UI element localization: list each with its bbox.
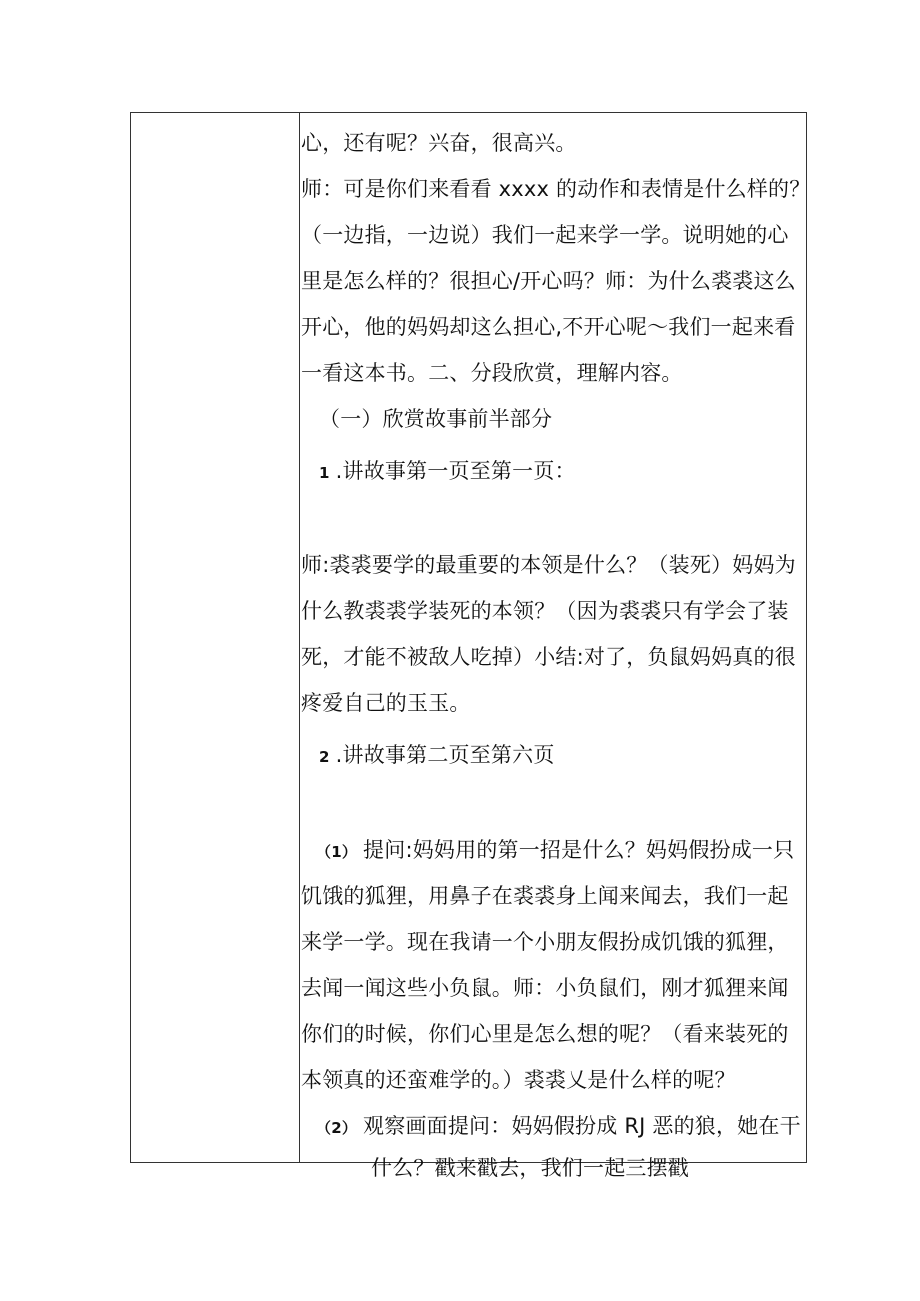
item-text: 提问:妈妈用的第一招是什么？妈妈假扮成一只 [363, 838, 795, 862]
content-cell [301, 113, 811, 1180]
text-line-clipped: 什么？戳来戳去，我们一起三摆戳 [371, 1156, 689, 1180]
text-line: 疼爱自己的玉玉。 [301, 691, 471, 715]
text-line: 心，还有呢？兴奋，很高兴。 [301, 131, 577, 155]
item-number: 1 [319, 464, 330, 482]
list-item [316, 1112, 801, 1142]
lesson-table [130, 112, 811, 1180]
item-number: （1） [316, 843, 358, 861]
text-line: 去闻一闻这些小负鼠。师：小负鼠们，刚才狐狸来闻 [301, 976, 789, 1000]
text-line: （一边指，一边说）我们一起来学一学。说明她的心 [301, 223, 789, 247]
text-line: 本领真的还蛮难学的。）裘裘乂是什么样的呢？ [301, 1068, 736, 1092]
text-line: 饥饿的狐狸，用鼻子在裘裘身上闻来闻去，我们一起 [301, 884, 789, 908]
text-line: 死，才能不被敌人吃掉）小结:对了，负鼠妈妈真的很 [301, 645, 796, 669]
section-heading: （一）欣赏故事前半部分 [319, 407, 553, 431]
item-number: 2 [319, 748, 330, 766]
text-line: 师：可是你们来看看 xxxx 的动作和表情是什么样的？ [301, 177, 811, 201]
list-item [319, 457, 576, 487]
item-text: .讲故事第二页至第六页 [335, 743, 555, 767]
text-line: 你们的时候，你们心里是怎么想的呢？（看来装死的 [301, 1022, 789, 1046]
item-number: （2） [316, 1119, 358, 1137]
text-line: 一看这本书。二、分段欣赏，理解内容。 [301, 361, 683, 385]
item-text: 观察画面提问：妈妈假扮成 RJ 恶的狼，她在干 [363, 1114, 801, 1138]
column-divider [299, 113, 300, 1162]
text-line: 开心，他的妈妈却这么担心,不开心呢〜我们一起来看 [301, 315, 796, 339]
text-line: 来学一学。现在我请一个小朋友假扮成饥饿的狐狸， [301, 930, 789, 954]
text-line: 师:裘裘要学的最重要的本领是什么？（装死）妈妈为 [301, 553, 796, 577]
text-line: 里是怎么样的？很担心/开心吗？师：为什么裘裘这么 [301, 269, 796, 293]
item-text: .讲故事第一页至第一页： [335, 459, 576, 483]
text-line: 什么教裘裘学装死的本领？（因为裘裘只有学会了装 [301, 599, 789, 623]
list-item [316, 836, 794, 866]
list-item [319, 741, 555, 771]
